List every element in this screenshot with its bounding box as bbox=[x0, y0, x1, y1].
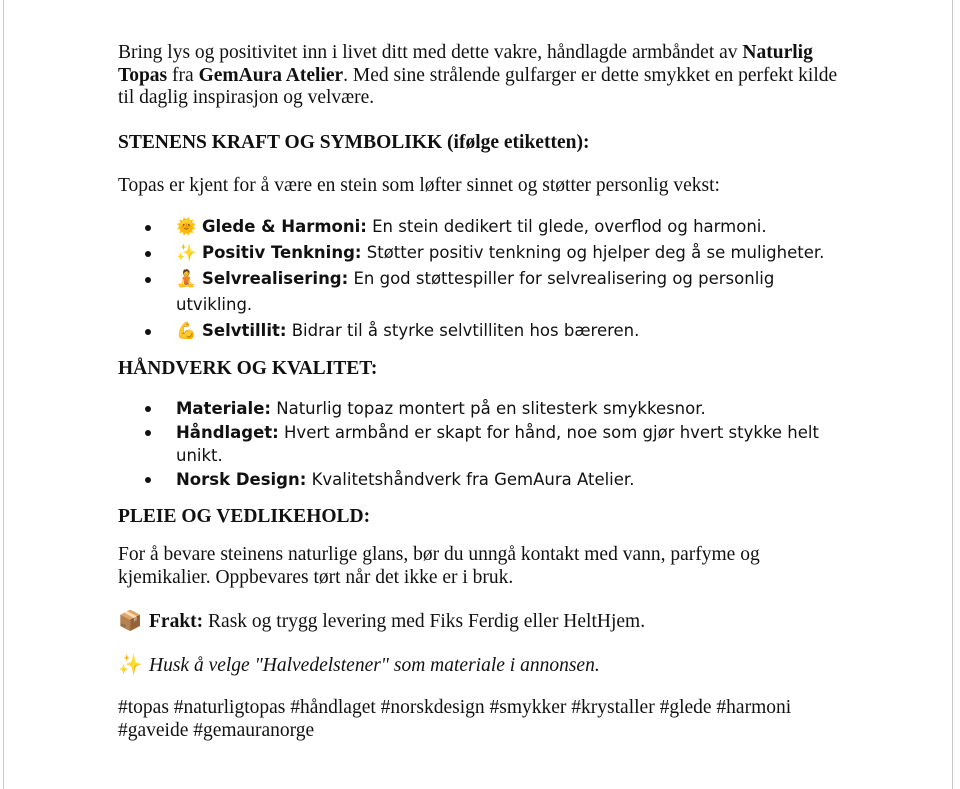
heading-kraft: STENENS KRAFT OG SYMBOLIKK (ifølge etiketten): bbox=[118, 131, 590, 153]
intro-brand-name: GemAura Atelier bbox=[198, 64, 344, 86]
item-text: Naturlig topaz montert på en slitesterk smykkesnor. bbox=[271, 399, 706, 418]
heading-pleie: PLEIE OG VEDLIKEHOLD: bbox=[118, 506, 371, 527]
item-label: Håndlaget: bbox=[176, 422, 279, 442]
document-body bbox=[118, 42, 838, 742]
list-item bbox=[118, 240, 838, 266]
heading-handverk: HÅNDVERK OG KVALITET: bbox=[118, 358, 378, 379]
flexed-biceps-icon: 💪 bbox=[176, 321, 197, 340]
kraft-lead-paragraph: Topas er kjent for å være en stein som løfter sinnet og støtter personlig vekst: bbox=[118, 174, 720, 196]
bullet bbox=[145, 430, 151, 436]
page-border-right bbox=[952, 0, 953, 789]
list-item bbox=[118, 468, 838, 492]
item-text: Støtter positiv tenkning og hjelper deg å se muligheter. bbox=[361, 243, 825, 262]
list-item bbox=[118, 318, 838, 344]
hashtags: #topas #naturligtopas #håndlaget #norskdesign #smykker #krystaller #glede #harmoni #gaveide #gemauranorge bbox=[118, 697, 792, 741]
package-icon: 📦 bbox=[118, 611, 143, 632]
meditation-icon: 🧘 bbox=[176, 269, 197, 288]
item-text: Kvalitetshåndverk fra GemAura Atelier. bbox=[306, 469, 635, 489]
kraft-list bbox=[118, 214, 838, 344]
intro-text-1: Bring lys og positivitet inn i livet ditt med dette vakre, håndlagde armbåndet av bbox=[118, 42, 743, 63]
list-item bbox=[118, 421, 838, 468]
sparkles-icon: ✨ bbox=[118, 654, 143, 676]
bullet bbox=[145, 277, 151, 283]
bullet bbox=[145, 251, 151, 257]
list-item bbox=[118, 266, 838, 318]
bullet bbox=[145, 477, 151, 483]
item-label: Glede & Harmoni: bbox=[202, 217, 367, 236]
bullet bbox=[145, 406, 151, 412]
item-label: Materiale: bbox=[176, 399, 272, 418]
item-label: Selvrealisering: bbox=[202, 269, 349, 288]
page-border-left bbox=[3, 0, 4, 789]
sun-icon: 🌞 bbox=[176, 217, 197, 236]
handverk-list bbox=[118, 397, 838, 491]
item-label: Positiv Tenkning: bbox=[202, 243, 362, 262]
intro-product-name: Naturlig Topas bbox=[118, 42, 813, 86]
pleie-paragraph: For å bevare steinens naturlige glans, bør du unngå kontakt med vann, parfyme og kjemikalier. Oppbevares tørt når det ikke er i bruk. bbox=[118, 544, 760, 588]
bullet bbox=[145, 225, 151, 231]
item-label: Selvtillit: bbox=[202, 321, 287, 340]
list-item bbox=[118, 397, 838, 421]
intro-text-2: fra bbox=[167, 64, 199, 86]
husk-text: Husk å velge "Halvedelstener" som materiale i annonsen. bbox=[149, 654, 600, 676]
item-text: En god støttespiller for selvrealisering og personlig utvikling. bbox=[176, 269, 775, 314]
frakt-paragraph bbox=[118, 611, 838, 634]
item-label: Norsk Design: bbox=[176, 469, 307, 489]
frakt-label: Frakt: bbox=[149, 611, 204, 632]
frakt-text: Rask og trygg levering med Fiks Ferdig eller HeltHjem. bbox=[203, 611, 646, 632]
item-text: Hvert armbånd er skapt for hånd, noe som gjør hvert stykke helt unikt. bbox=[176, 422, 819, 465]
bullet bbox=[145, 329, 151, 335]
sparkles-icon: ✨ bbox=[176, 243, 197, 262]
intro-text-3: . Med sine strålende gulfarger er dette smykket en perfekt kilde til daglig inspirasjon og velvære. bbox=[118, 64, 838, 108]
item-text: Bidrar til å styrke selvtilliten hos bæreren. bbox=[286, 321, 640, 340]
husk-paragraph bbox=[118, 655, 838, 678]
intro-paragraph bbox=[118, 42, 838, 110]
item-text: En stein dedikert til glede, overflod og harmoni. bbox=[366, 217, 767, 236]
list-item bbox=[118, 214, 838, 240]
